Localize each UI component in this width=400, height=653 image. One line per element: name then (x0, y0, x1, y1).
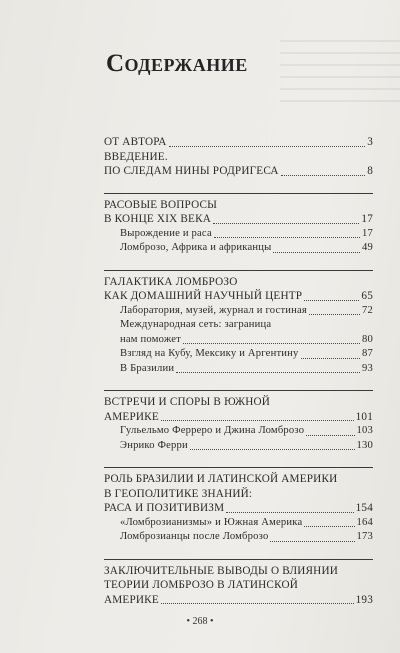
toc-entry-text: ТЕОРИИ ЛОМБРОЗО В ЛАТИНСКОЙ (104, 579, 299, 591)
toc-entry-text: РАСА И ПОЗИТИВИЗМ (104, 502, 225, 514)
toc-entry-text: РОЛЬ БРАЗИЛИИ И ЛАТИНСКОЙ АМЕРИКИ (104, 473, 338, 485)
toc-page-number: 164 (356, 516, 373, 528)
toc-page-number: 49 (362, 242, 373, 253)
toc-chapter-line (104, 289, 373, 304)
toc-entry-text: Лаборатория, музей, журнал и гостиная (120, 304, 307, 316)
toc-page-number: 65 (361, 290, 373, 302)
toc-chapter-line (104, 410, 373, 425)
toc-subsection-line (104, 439, 373, 454)
toc-subsection-line (104, 318, 373, 333)
toc-entry-text: РАСОВЫЕ ВОПРОСЫ (104, 198, 218, 211)
table-of-contents (104, 135, 373, 621)
dot-leader (309, 313, 360, 315)
toc-chapter-line (104, 472, 373, 487)
toc-page-number: 101 (355, 410, 373, 423)
dot-leader (161, 419, 354, 421)
dot-leader (306, 434, 354, 436)
toc-chapter-line (104, 135, 373, 150)
toc-chapter-line (104, 150, 373, 165)
dot-leader (190, 448, 355, 450)
toc-entry-text: АМЕРИКЕ (104, 410, 159, 423)
toc-subsection-line (104, 362, 373, 377)
toc-subsection-line (104, 516, 373, 531)
toc-chapter-line (104, 487, 373, 502)
dot-leader (183, 342, 360, 344)
dot-leader (270, 540, 354, 542)
toc-subsection-line (104, 241, 373, 256)
toc-entry-text: Вырождение и раса (120, 227, 212, 239)
toc-entry-text: Международная сеть: заграница (120, 319, 272, 330)
toc-entry-text: В КОНЦЕ XIX ВЕКА (104, 213, 212, 225)
toc-chapter-line (104, 164, 373, 179)
toc-entry-text: ВСТРЕЧИ И СПОРЫ В ЮЖНОЙ (104, 396, 271, 408)
page-number: • 268 • (186, 616, 214, 627)
toc-page-number: 17 (362, 227, 373, 239)
dot-leader (304, 299, 359, 301)
dot-leader (161, 602, 354, 604)
toc-chapter-line (104, 564, 373, 579)
toc-entry-text: Взгляд на Кубу, Мексику и Аргентину (120, 348, 299, 359)
page-title: Содержание (106, 50, 248, 77)
toc-chapter-line (104, 198, 373, 213)
toc-entry-text: В Бразилии (120, 362, 175, 374)
toc-page-number: 193 (355, 593, 373, 606)
dot-leader (214, 236, 360, 238)
toc-chapter-line (104, 501, 373, 516)
toc-page-number: 173 (356, 531, 373, 542)
toc-subsection-line (104, 304, 373, 319)
dot-leader (226, 511, 353, 513)
dot-leader (273, 251, 360, 253)
dot-leader (304, 525, 354, 527)
toc-entry-text: Ломброзо, Африка и африканцы (120, 242, 272, 253)
toc-entry-text: АМЕРИКЕ (104, 593, 159, 606)
toc-entry-text: В ГЕОПОЛИТИКЕ ЗНАНИЙ: (104, 487, 253, 500)
toc-section (104, 135, 373, 179)
toc-entry-text: ВВЕДЕНИЕ. (104, 150, 168, 163)
toc-chapter-line (104, 275, 373, 290)
toc-section (104, 559, 373, 608)
toc-chapter-line (104, 593, 373, 608)
dot-leader (169, 145, 366, 147)
toc-page-number: 87 (362, 348, 373, 359)
toc-section (104, 270, 373, 377)
dot-leader (213, 222, 359, 224)
toc-entry-text: Энрико Ферри (120, 439, 188, 451)
toc-section (104, 467, 373, 545)
toc-page-number: 103 (356, 425, 373, 436)
toc-page-number: 17 (361, 213, 373, 225)
toc-subsection-line (104, 530, 373, 545)
toc-page-number: 3 (367, 136, 373, 148)
toc-page-number: 80 (362, 333, 373, 345)
dot-leader (281, 174, 365, 176)
toc-chapter-line (104, 395, 373, 410)
toc-subsection-line (104, 424, 373, 439)
toc-entry-text: ОТ АВТОРА (104, 136, 167, 148)
toc-entry-text: Гульельмо Ферреро и Джина Ломброзо (120, 425, 305, 436)
toc-subsection-line (104, 333, 373, 348)
toc-page-number: 72 (362, 304, 373, 316)
toc-subsection-line (104, 347, 373, 362)
toc-entry-text: «Ломброзианизмы» и Южная Америка (120, 516, 303, 528)
toc-entry-text: ЗАКЛЮЧИТЕЛЬНЫЕ ВЫВОДЫ О ВЛИЯНИИ (104, 564, 339, 577)
toc-entry-text: ГАЛАКТИКА ЛОМБРОЗО (104, 275, 238, 288)
toc-page-number: 154 (355, 502, 373, 514)
toc-entry-text: ПО СЛЕДАМ НИНЫ РОДРИГЕСА (104, 165, 279, 177)
toc-page-number: 93 (362, 362, 373, 374)
toc-entry-text: нам поможет (120, 333, 181, 345)
dot-leader (301, 357, 360, 359)
toc-chapter-line (104, 212, 373, 227)
toc-page-number: 130 (356, 439, 373, 451)
toc-section (104, 193, 373, 256)
toc-section (104, 390, 373, 453)
dot-leader (176, 371, 360, 373)
toc-entry-text: Ломброзианцы после Ломброзо (120, 531, 269, 542)
toc-subsection-line (104, 227, 373, 242)
toc-page-number: 8 (367, 165, 373, 177)
toc-entry-text: КАК ДОМАШНИЙ НАУЧНЫЙ ЦЕНТР (104, 290, 303, 302)
toc-chapter-line (104, 578, 373, 593)
